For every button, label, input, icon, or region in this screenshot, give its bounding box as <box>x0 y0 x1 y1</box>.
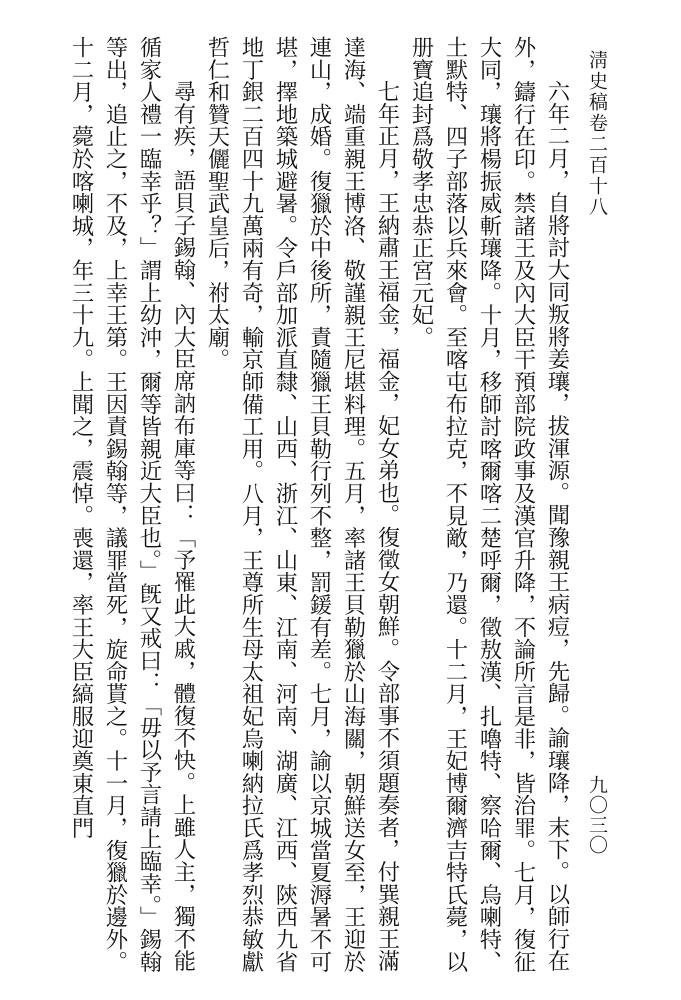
paragraph-year-6: 六年二月，自將討大同叛將姜瓖，拔渾源。聞豫親王病痘，先歸。諭瓖降，末下。以師行在外，鑄行在印。禁諸王及內大臣干預部院政事及漢官升降，不論所言是非，皆治罪。七月，復征大同，瓖將楊振威斬瓖降。十月，移師討喀爾喀二楚呼爾，徵敖漢、扎嚕特、察哈爾、烏喇特、土默特、四子部落以兵來會。至喀屯布拉克，不見敵，乃還。十二月，王妃博爾濟吉特氏薨，以册寶追封爲敬孝忠恭正宮元妃。 <box>408 36 570 973</box>
body-text-column <box>28 36 574 984</box>
paragraph-illness: 尋有疾，語貝子錫翰、內大臣席訥布庫等曰：「予罹此大戚，體復不快。上雖人主，獨不能循家人禮一臨幸乎？」謂上幼沖，爾等皆親近大臣也。」旣又戒曰：「毋以予言請上臨幸。」錫翰等出，追止之，不及，上幸王第。王因責錫翰等，議罪當死，旋命貰之。十一月，復獵於邊外。十二月，薨於喀喇城，年三十九。上聞之，震悼。喪還，率王大臣縞服迎奠東直門 <box>68 36 196 973</box>
running-header-title: 淸史稿卷二百十八 <box>586 50 608 218</box>
paragraph-year-7: 七年正月，王納肅王福金，福金，妃女弟也。復徵女朝鮮。令部事不須題奏者，付巽親王滿達海、端重親王博洛、敬謹親王尼堪料理。五月，率諸王貝勒獵於山海關，朝鮮送女至，王迎於連山，成婚。復獵於中後所，責隨獵王貝勒行列不整，罰鍰有差。七月，諭以京城當夏溽暑不可堪，擇地築城避暑。令戶部加派直隸、山西、浙江、山東、江南、河南、湖廣、江西、陝西九省地丁銀二百四十九萬兩有奇，輸京師備工用。八月，王尊所生母太祖妃烏喇納拉氏爲孝烈恭敏獻哲仁和贊天儷聖武皇后，祔太廟。 <box>204 36 400 973</box>
page-number: 九〇三〇 <box>586 775 608 855</box>
